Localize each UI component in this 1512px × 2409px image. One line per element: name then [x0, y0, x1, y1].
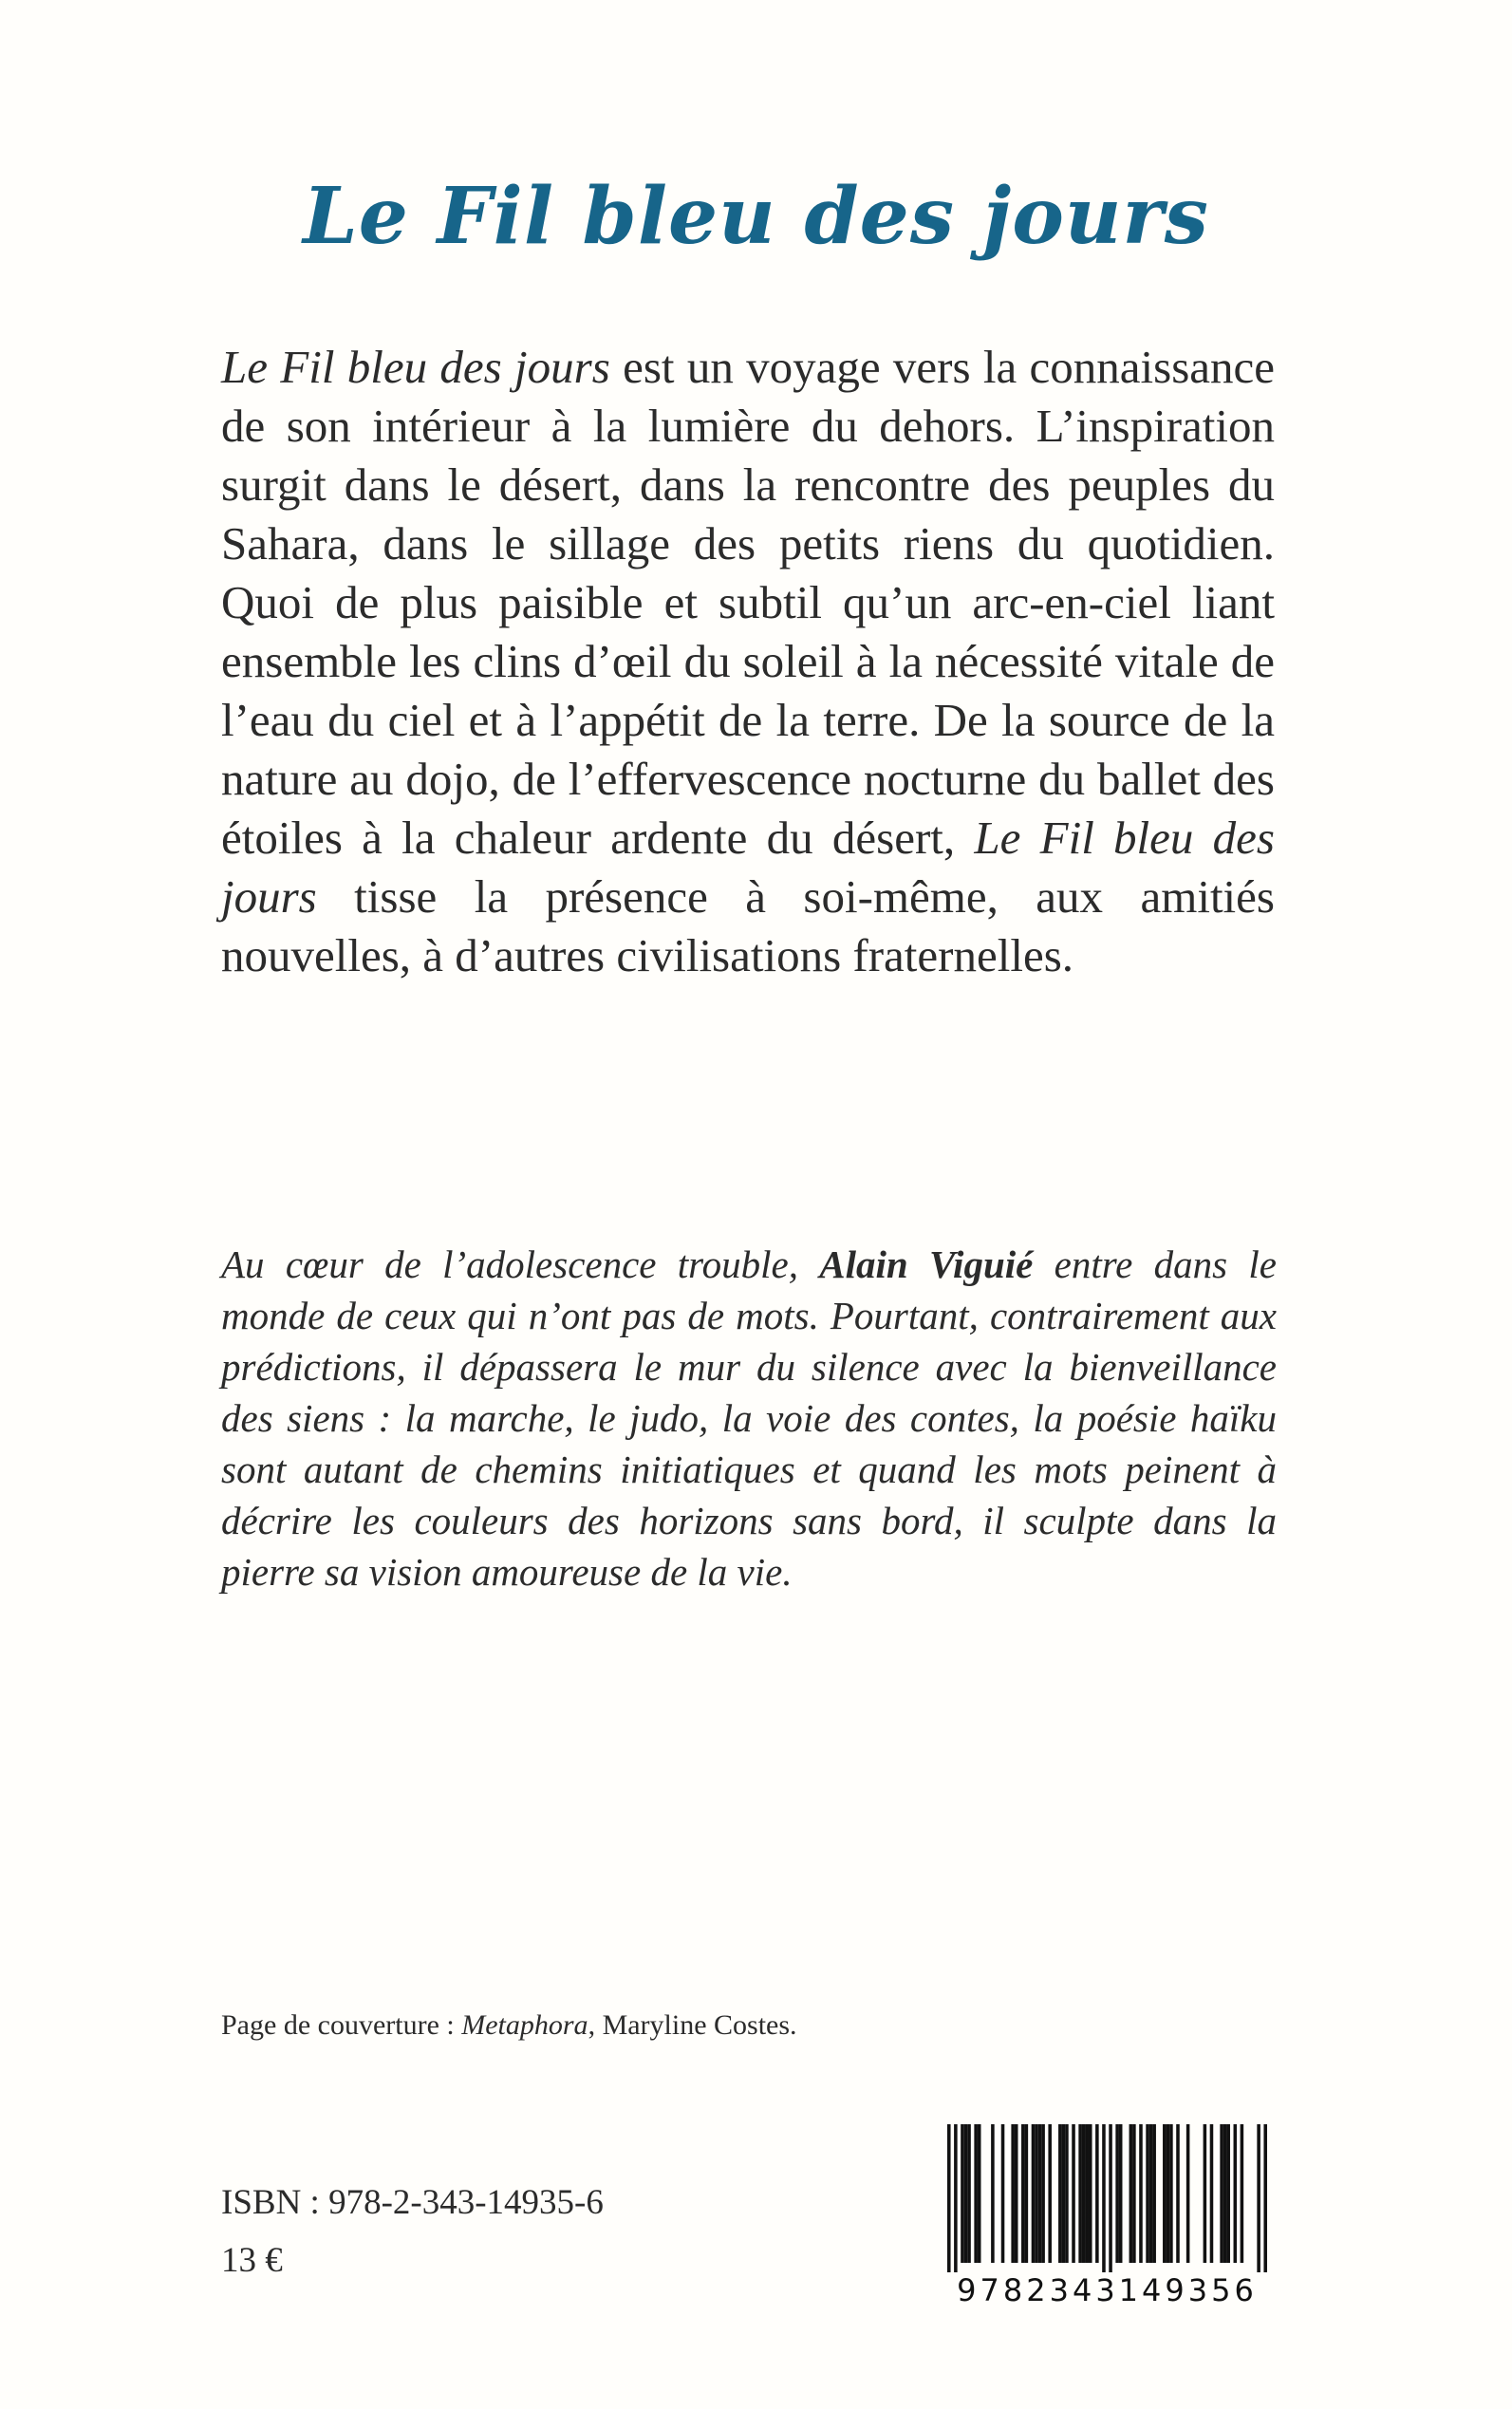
barcode-bar [1119, 2124, 1123, 2263]
barcode-bar [1089, 2124, 1092, 2263]
barcode-bar [1065, 2124, 1069, 2263]
barcode-bar [1149, 2124, 1153, 2263]
barcode-bars [938, 2124, 1277, 2286]
blurb-text: tisse la présence à soi-même, aux amitiés nouvelles, à d’autres civilisations fraternelles. [221, 870, 1275, 981]
barcode-bar [967, 2124, 971, 2263]
barcode-bar [1115, 2124, 1119, 2263]
barcode-bar [1263, 2124, 1267, 2286]
barcode-bar [947, 2124, 951, 2286]
barcode-bar [1169, 2124, 1173, 2263]
barcode-bar [1035, 2124, 1038, 2263]
barcode-bar [974, 2124, 978, 2263]
bio-text: entre dans le monde de ceux qui n’ont pas de mots. Pourtant, contrairement aux prédictions, il dépassera le mur du silence avec la bienveillance des siens : la marche, le judo, la voie des contes, la poésie haïku sont autant de chemins initiatiques et quand les mots peinent à décrire les couleurs des horizons sans bord, il sculpte dans la pierre sa vision amoureuse de la vie. [221, 1242, 1277, 1594]
isbn-label: ISBN : 978-2-343-14935-6 [221, 2183, 604, 2222]
author-bio [221, 1239, 1277, 1597]
blurb-text: est un voyage vers la connaissance de son intérieur à la lumière du dehors. L’inspiration surgit dans le désert, dans la rencontre des peuples du Sahara, dans le sillage des petits riens du quotidien. Quoi de plus paisible et subtil qu’un arc-en-ciel liant ensemble les clins d’œil du soleil à la nécessité vitale de l’eau du ciel et à l’appétit de la terre. De la source de la nature au dojo, de l’effervescence nocturne du ballet des étoiles à la chaleur ardente du désert, [221, 341, 1276, 864]
barcode-bar [1062, 2124, 1066, 2263]
barcode-bar [1226, 2124, 1230, 2263]
barcode-bar [991, 2124, 995, 2263]
barcode-bar [1210, 2124, 1214, 2263]
barcode-bar [1085, 2124, 1089, 2263]
barcode-bar [1204, 2124, 1207, 2263]
barcode-bar [1220, 2124, 1223, 2263]
barcode-bar [1082, 2124, 1086, 2263]
barcode-bar [1058, 2124, 1062, 2263]
barcode-digits: 9782343149356 [938, 2272, 1277, 2308]
barcode-bar [1011, 2124, 1015, 2263]
barcode-bar [978, 2124, 981, 2263]
barcode-bar [1132, 2124, 1136, 2263]
barcode-bar [1048, 2124, 1052, 2263]
barcode-bar [1038, 2124, 1042, 2263]
barcode-bar [1129, 2124, 1133, 2263]
barcode-bar [1241, 2124, 1244, 2263]
barcode-bar [1186, 2124, 1190, 2263]
blurb-italic-title: Le Fil bleu des jours [221, 812, 1275, 923]
barcode-bar [954, 2124, 958, 2286]
barcode-bar [1001, 2124, 1005, 2263]
barcode-bar [964, 2124, 968, 2263]
back-cover-blurb [221, 338, 1275, 985]
barcode-bar [1163, 2124, 1167, 2263]
barcode-bar [1015, 2124, 1018, 2263]
barcode-bar [1139, 2124, 1143, 2263]
barcode-bar [1152, 2124, 1156, 2263]
barcode-bar [1146, 2124, 1149, 2263]
barcode-bar [1167, 2124, 1170, 2263]
cover-credit [221, 2009, 797, 2042]
barcode-bar [1072, 2124, 1075, 2263]
barcode-bar [1021, 2124, 1025, 2263]
barcode-bar [1102, 2124, 1106, 2286]
blurb-italic-title: Le Fil bleu des jours [221, 341, 610, 393]
barcode-bar [1025, 2124, 1029, 2263]
credit-suffix: , Maryline Costes. [588, 2009, 797, 2041]
price-label: 13 € [221, 2241, 283, 2280]
barcode [938, 2124, 1277, 2314]
barcode-bar [1176, 2124, 1180, 2263]
barcode-bar [1109, 2124, 1112, 2286]
barcode-bar [1041, 2124, 1045, 2263]
barcode-bar [961, 2124, 964, 2263]
barcode-bar [1078, 2124, 1082, 2263]
credit-work: Metaphora [461, 2009, 588, 2041]
barcode-bar [1234, 2124, 1238, 2263]
barcode-bar [1032, 2124, 1036, 2263]
bio-text: Au cœur de l’adolescence trouble, [221, 1242, 820, 1286]
barcode-bar [1223, 2124, 1227, 2263]
barcode-bar [1095, 2124, 1099, 2263]
book-title: Le Fil bleu des jours [303, 171, 1209, 262]
credit-prefix: Page de couverture : [221, 2009, 462, 2041]
author-name: Alain Viguié [819, 1242, 1034, 1286]
barcode-bar [1257, 2124, 1260, 2286]
